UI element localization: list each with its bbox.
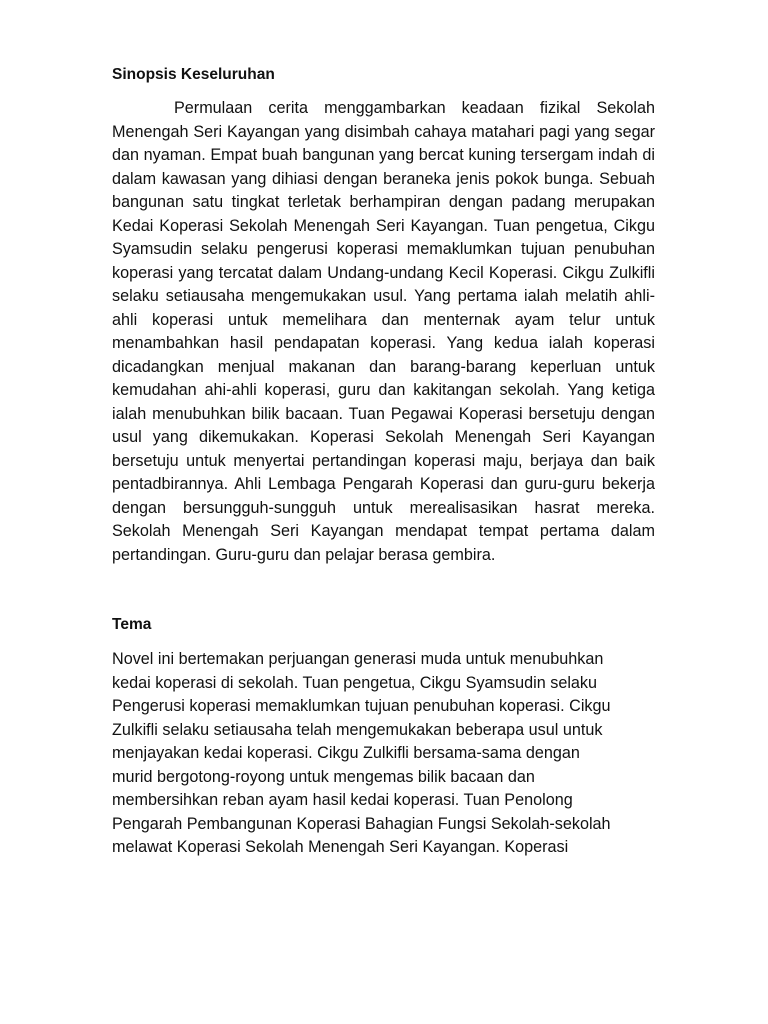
- tema-line: membersihkan reban ayam hasil kedai koperasi. Tuan Penolong: [112, 791, 573, 809]
- tema-line: melawat Koperasi Sekolah Menengah Seri Kayangan. Koperasi: [112, 838, 569, 856]
- tema-heading: Tema: [112, 616, 152, 633]
- synopsis-paragraph: Permulaan cerita menggambarkan keadaan fizikal Sekolah Menengah Seri Kayangan yang disimbah cahaya matahari pagi yang segar dan nyaman. Empat buah bangunan yang bercat kuning tersergam indah di dalam kawasan yang dihiasi dengan beraneka jenis pokok bunga. Sebuah bangunan satu tingkat terletak berhampiran dengan padang merupakan Kedai Koperasi Sekolah Menengah Seri Kayangan. Tuan pengetua, Cikgu Syamsudin selaku pengerusi koperasi memaklumkan tujuan penubuhan koperasi yang tercatat dalam Undang-undang Kecil Koperasi. Cikgu Zulkifli selaku setiausaha mengemukakan usul. Yang pertama ialah melatih ahli-ahli koperasi untuk memelihara dan menternak ayam telur untuk menambahkan hasil pendapatan koperasi. Yang kedua ialah koperasi dicadangkan menjual makanan dan barang-barang keperluan untuk kemudahan ahi-ahli koperasi, guru dan kakitangan sekolah. Yang ketiga ialah menubuhkan bilik bacaan. Tuan Pegawai Koperasi bersetuju dengan usul yang dikemukakan. Koperasi Sekolah Menengah Seri Kayangan bersetuju untuk menyertai pertandingan koperasi maju, berjaya dan baik pentadbirannya. Ahli Lembaga Pengarah Koperasi dan guru-guru bekerja dengan bersungguh-sungguh untuk merealisasikan hasrat mereka. Sekolah Menengah Seri Kayangan mendapat tempat pertama dalam pertandingan. Guru-guru dan pelajar berasa gembira.: [112, 99, 655, 564]
- tema-line: murid bergotong-royong untuk mengemas bilik bacaan dan: [112, 767, 535, 786]
- tema-line: kedai koperasi di sekolah. Tuan pengetua, Cikgu Syamsudin selaku: [112, 673, 598, 692]
- tema-line: Novel ini bertemakan perjuangan generasi muda untuk menubuhkan: [112, 650, 604, 668]
- synopsis-heading: Sinopsis Keseluruhan: [112, 66, 275, 83]
- tema-line: Zulkifli selaku setiausaha telah mengemukakan beberapa usul untuk: [112, 720, 603, 739]
- tema-line: menjayakan kedai koperasi. Cikgu Zulkifli bersama-sama dengan: [112, 744, 580, 762]
- tema-paragraph: [112, 648, 655, 860]
- tema-line: Pengarah Pembangunan Koperasi Bahagian Fungsi Sekolah-sekolah: [112, 814, 611, 833]
- tema-line: Pengerusi koperasi memaklumkan tujuan penubuhan koperasi. Cikgu: [112, 697, 611, 715]
